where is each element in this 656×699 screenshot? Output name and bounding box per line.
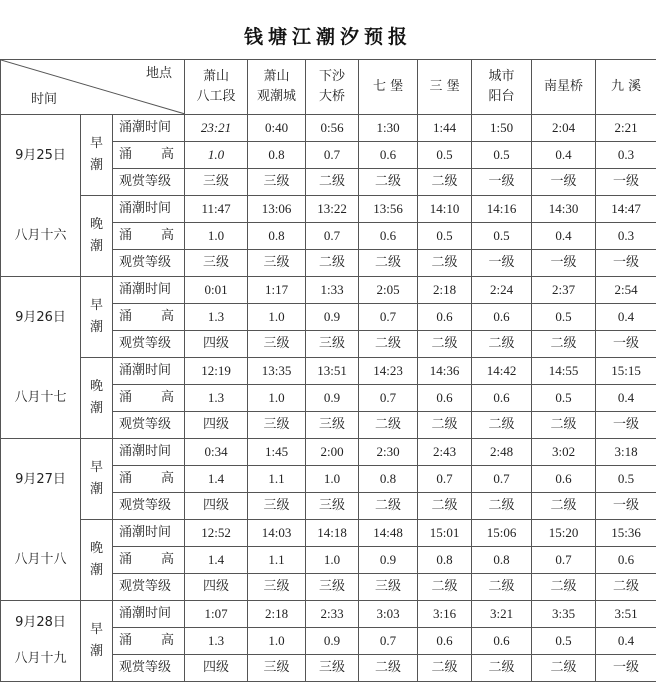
tide-time-cell: 13:35 [248,358,306,385]
table-row [1,439,656,466]
page-title: 钱塘江潮汐预报 [0,22,656,49]
date-cell [1,115,81,277]
tide-session-cell [81,520,113,601]
location-header [306,60,359,115]
tide-time-cell: 15:36 [596,520,656,547]
tide-session-label: 潮 [81,560,112,582]
table-row [1,520,656,547]
tide-session-cell [81,196,113,277]
tide-session-label: 早 [81,295,112,317]
table-row [1,115,656,142]
tide-time-cell: 2:54 [596,277,656,304]
location-header [472,60,532,115]
tide-time-cell: 1:50 [472,115,532,142]
viewing-grade-cell: 二级 [532,493,596,520]
tide-session-label: 潮 [81,317,112,339]
tide-time-cell: 3:51 [596,601,656,628]
tide-height-cell: 0.6 [418,628,472,655]
viewing-grade-cell: 一级 [596,250,656,277]
row-label: 观赏等级 [113,331,185,358]
tide-time-cell: 14:42 [472,358,532,385]
tide-time-cell: 0:40 [248,115,306,142]
tide-height-cell: 0.7 [306,223,359,250]
tide-height-cell: 0.5 [472,223,532,250]
tide-height-cell: 0.4 [596,304,656,331]
tide-height-cell: 1.1 [248,547,306,574]
location-name: 七 堡 [359,77,417,97]
tide-time-cell: 14:48 [359,520,418,547]
tide-time-cell: 14:47 [596,196,656,223]
tide-session-label: 早 [81,133,112,155]
tide-height-cell: 0.7 [359,385,418,412]
tide-time-cell: 2:30 [359,439,418,466]
tide-time-cell: 3:16 [418,601,472,628]
tide-time-cell: 2:18 [248,601,306,628]
tide-height-cell: 0.7 [418,466,472,493]
tide-session-label: 晚 [81,538,112,560]
viewing-grade-cell: 二级 [532,655,596,682]
viewing-grade-cell: 三级 [248,412,306,439]
tide-height-cell: 0.8 [472,547,532,574]
table-row [1,277,656,304]
tide-time-cell: 14:10 [418,196,472,223]
tide-time-cell: 1:07 [185,601,248,628]
row-label: 涌潮时间 [113,358,185,385]
viewing-grade-cell: 二级 [306,250,359,277]
row-label: 涌潮时间 [113,520,185,547]
viewing-grade-cell: 二级 [418,169,472,196]
tide-time-cell: 15:06 [472,520,532,547]
row-label: 涌 高 [113,547,185,574]
viewing-grade-cell: 二级 [418,655,472,682]
tide-time-cell: 1:33 [306,277,359,304]
tide-time-cell: 13:22 [306,196,359,223]
location-name-sub: 八工段 [185,87,247,107]
row-label: 观赏等级 [113,574,185,601]
tide-session-label: 早 [81,619,112,641]
tide-height-cell: 0.6 [359,142,418,169]
tide-time-cell: 14:55 [532,358,596,385]
viewing-grade-cell: 二级 [359,331,418,358]
location-name: 萧山 [248,67,305,87]
tide-height-cell: 0.4 [596,385,656,412]
tide-height-cell: 1.4 [185,547,248,574]
tide-time-cell: 12:52 [185,520,248,547]
viewing-grade-cell: 三级 [306,331,359,358]
date-cell [1,601,81,682]
solar-date: 9月27日 [1,465,80,495]
location-name: 三 堡 [418,77,471,97]
viewing-grade-cell: 四级 [185,655,248,682]
table-row [1,601,656,628]
solar-date: 9月25日 [1,141,80,171]
tide-height-cell: 0.4 [532,223,596,250]
solar-date: 9月28日 [1,608,80,638]
tide-height-cell: 0.8 [418,547,472,574]
location-name: 下沙 [306,67,358,87]
viewing-grade-cell: 二级 [418,493,472,520]
tide-session-label: 潮 [81,479,112,501]
viewing-grade-cell: 三级 [248,169,306,196]
tide-height-cell: 0.5 [418,142,472,169]
viewing-grade-cell: 二级 [532,331,596,358]
tide-height-cell: 0.3 [596,142,656,169]
location-header [185,60,248,115]
viewing-grade-cell: 二级 [359,250,418,277]
tide-height-cell: 1.3 [185,304,248,331]
viewing-grade-cell: 二级 [359,169,418,196]
location-header [418,60,472,115]
table-row [1,358,656,385]
viewing-grade-cell: 三级 [306,493,359,520]
tide-height-cell: 0.7 [472,466,532,493]
tide-session-label: 潮 [81,155,112,177]
location-header [248,60,306,115]
tide-time-cell: 3:35 [532,601,596,628]
tide-time-cell: 0:01 [185,277,248,304]
lunar-date: 八月十七 [1,383,80,413]
tide-height-cell: 0.6 [472,628,532,655]
tide-height-cell: 1.0 [248,385,306,412]
tide-height-cell: 1.0 [185,223,248,250]
row-label: 观赏等级 [113,412,185,439]
tide-height-cell: 0.6 [418,385,472,412]
tide-session-label: 晚 [81,376,112,398]
tide-height-cell: 0.5 [472,142,532,169]
row-label: 涌 高 [113,223,185,250]
tide-session-label: 潮 [81,236,112,258]
viewing-grade-cell: 二级 [596,574,656,601]
tide-session-cell [81,358,113,439]
tide-time-cell: 14:16 [472,196,532,223]
tide-time-cell: 2:48 [472,439,532,466]
tide-time-cell: 1:17 [248,277,306,304]
tide-time-cell: 1:44 [418,115,472,142]
date-cell [1,277,81,439]
viewing-grade-cell: 二级 [306,169,359,196]
corner-time-label: 时间 [31,92,57,108]
header-row [1,60,656,115]
viewing-grade-cell: 四级 [185,574,248,601]
tide-time-cell: 3:21 [472,601,532,628]
tide-height-cell: 0.6 [472,304,532,331]
tide-height-cell: 1.0 [248,628,306,655]
tide-height-cell: 1.3 [185,628,248,655]
viewing-grade-cell: 一级 [472,250,532,277]
location-name-sub: 大桥 [306,87,358,107]
viewing-grade-cell: 四级 [185,493,248,520]
lunar-date: 八月十八 [1,545,80,575]
tide-height-cell: 0.6 [359,223,418,250]
row-label: 观赏等级 [113,493,185,520]
viewing-grade-cell: 一级 [596,493,656,520]
row-label: 涌潮时间 [113,115,185,142]
row-label: 涌 高 [113,628,185,655]
viewing-grade-cell: 三级 [306,655,359,682]
tide-height-cell: 0.7 [359,304,418,331]
viewing-grade-cell: 二级 [418,412,472,439]
row-label: 涌潮时间 [113,601,185,628]
tide-time-cell: 13:06 [248,196,306,223]
tide-height-cell: 1.0 [306,547,359,574]
tide-session-cell [81,115,113,196]
viewing-grade-cell: 三级 [248,331,306,358]
tide-time-cell: 1:45 [248,439,306,466]
tide-session-cell [81,439,113,520]
location-name: 南星桥 [532,77,595,97]
tide-session-label: 晚 [81,214,112,236]
tide-height-cell: 0.4 [596,628,656,655]
tide-session-cell [81,601,113,682]
location-name-sub: 阳台 [472,87,531,107]
table-row [1,196,656,223]
tide-time-cell: 2:21 [596,115,656,142]
tide-time-cell: 15:01 [418,520,472,547]
viewing-grade-cell: 三级 [359,574,418,601]
tide-session-label: 潮 [81,641,112,663]
viewing-grade-cell: 三级 [306,412,359,439]
location-name-sub: 观潮城 [248,87,305,107]
viewing-grade-cell: 一级 [596,331,656,358]
tide-height-cell: 1.0 [185,142,248,169]
tide-time-cell: 2:18 [418,277,472,304]
tide-time-cell: 15:20 [532,520,596,547]
viewing-grade-cell: 三级 [185,169,248,196]
viewing-grade-cell: 三级 [248,655,306,682]
row-label: 观赏等级 [113,250,185,277]
tide-height-cell: 0.8 [359,466,418,493]
location-header [532,60,596,115]
tide-height-cell: 0.3 [596,223,656,250]
location-header [596,60,656,115]
location-header [359,60,418,115]
tide-height-cell: 0.5 [532,304,596,331]
tide-time-cell: 14:18 [306,520,359,547]
tide-session-cell [81,277,113,358]
lunar-date: 八月十九 [1,644,80,674]
viewing-grade-cell: 二级 [472,331,532,358]
location-name: 城市 [472,67,531,87]
tide-time-cell: 3:03 [359,601,418,628]
row-label: 涌 高 [113,466,185,493]
tide-time-cell: 23:21 [185,115,248,142]
tide-height-cell: 0.9 [359,547,418,574]
tide-time-cell: 2:33 [306,601,359,628]
tide-time-cell: 12:19 [185,358,248,385]
viewing-grade-cell: 二级 [418,574,472,601]
tide-time-cell: 0:34 [185,439,248,466]
viewing-grade-cell: 二级 [472,574,532,601]
tide-time-cell: 2:04 [532,115,596,142]
viewing-grade-cell: 二级 [359,412,418,439]
tide-height-cell: 0.8 [248,142,306,169]
viewing-grade-cell: 三级 [248,493,306,520]
tide-height-cell: 1.4 [185,466,248,493]
viewing-grade-cell: 三级 [248,250,306,277]
tide-table-container [0,59,656,699]
date-cell [1,439,81,601]
tide-time-cell: 2:24 [472,277,532,304]
viewing-grade-cell: 四级 [185,412,248,439]
viewing-grade-cell: 二级 [359,493,418,520]
tide-height-cell: 0.4 [532,142,596,169]
row-label: 涌潮时间 [113,277,185,304]
tide-height-cell: 0.5 [532,628,596,655]
row-label: 涌 高 [113,304,185,331]
viewing-grade-cell: 一级 [596,169,656,196]
tide-height-cell: 1.1 [248,466,306,493]
tide-forecast-table [0,59,656,682]
tide-height-cell: 0.7 [306,142,359,169]
tide-time-cell: 0:56 [306,115,359,142]
tide-time-cell: 13:56 [359,196,418,223]
viewing-grade-cell: 二级 [532,412,596,439]
table-body [1,60,656,682]
tide-time-cell: 14:30 [532,196,596,223]
tide-height-cell: 0.5 [532,385,596,412]
row-label: 涌潮时间 [113,196,185,223]
tide-height-cell: 0.7 [532,547,596,574]
tide-time-cell: 2:00 [306,439,359,466]
viewing-grade-cell: 一级 [532,169,596,196]
viewing-grade-cell: 二级 [418,331,472,358]
location-name: 九 溪 [596,77,656,97]
header-corner-cell [1,60,185,115]
tide-time-cell: 2:43 [418,439,472,466]
viewing-grade-cell: 二级 [359,655,418,682]
tide-time-cell: 2:37 [532,277,596,304]
tide-time-cell: 3:02 [532,439,596,466]
tide-time-cell: 14:03 [248,520,306,547]
tide-time-cell: 11:47 [185,196,248,223]
location-name: 萧山 [185,67,247,87]
tide-height-cell: 0.6 [418,304,472,331]
viewing-grade-cell: 二级 [472,493,532,520]
tide-height-cell: 0.9 [306,304,359,331]
viewing-grade-cell: 一级 [532,250,596,277]
tide-height-cell: 0.6 [596,547,656,574]
viewing-grade-cell: 一级 [472,169,532,196]
tide-height-cell: 0.7 [359,628,418,655]
row-label: 涌 高 [113,385,185,412]
tide-height-cell: 0.6 [472,385,532,412]
tide-time-cell: 13:51 [306,358,359,385]
viewing-grade-cell: 三级 [248,574,306,601]
tide-time-cell: 1:30 [359,115,418,142]
row-label: 观赏等级 [113,169,185,196]
viewing-grade-cell: 二级 [472,412,532,439]
lunar-date: 八月十六 [1,221,80,251]
tide-time-cell: 14:36 [418,358,472,385]
solar-date: 9月26日 [1,303,80,333]
tide-height-cell: 0.5 [596,466,656,493]
viewing-grade-cell: 一级 [596,655,656,682]
tide-height-cell: 1.0 [306,466,359,493]
row-label: 涌 高 [113,142,185,169]
row-label: 观赏等级 [113,655,185,682]
tide-height-cell: 0.6 [532,466,596,493]
tide-height-cell: 1.0 [248,304,306,331]
tide-session-label: 早 [81,457,112,479]
corner-location-label: 地点 [146,66,172,82]
tide-height-cell: 0.9 [306,385,359,412]
tide-height-cell: 0.5 [418,223,472,250]
tide-time-cell: 15:15 [596,358,656,385]
tide-time-cell: 3:18 [596,439,656,466]
tide-session-label: 潮 [81,398,112,420]
viewing-grade-cell: 二级 [532,574,596,601]
viewing-grade-cell: 三级 [185,250,248,277]
tide-time-cell: 14:23 [359,358,418,385]
row-label: 涌潮时间 [113,439,185,466]
tide-height-cell: 1.3 [185,385,248,412]
viewing-grade-cell: 四级 [185,331,248,358]
tide-height-cell: 0.9 [306,628,359,655]
viewing-grade-cell: 二级 [418,250,472,277]
viewing-grade-cell: 二级 [472,655,532,682]
tide-height-cell: 0.8 [248,223,306,250]
tide-time-cell: 2:05 [359,277,418,304]
viewing-grade-cell: 三级 [306,574,359,601]
viewing-grade-cell: 一级 [596,412,656,439]
